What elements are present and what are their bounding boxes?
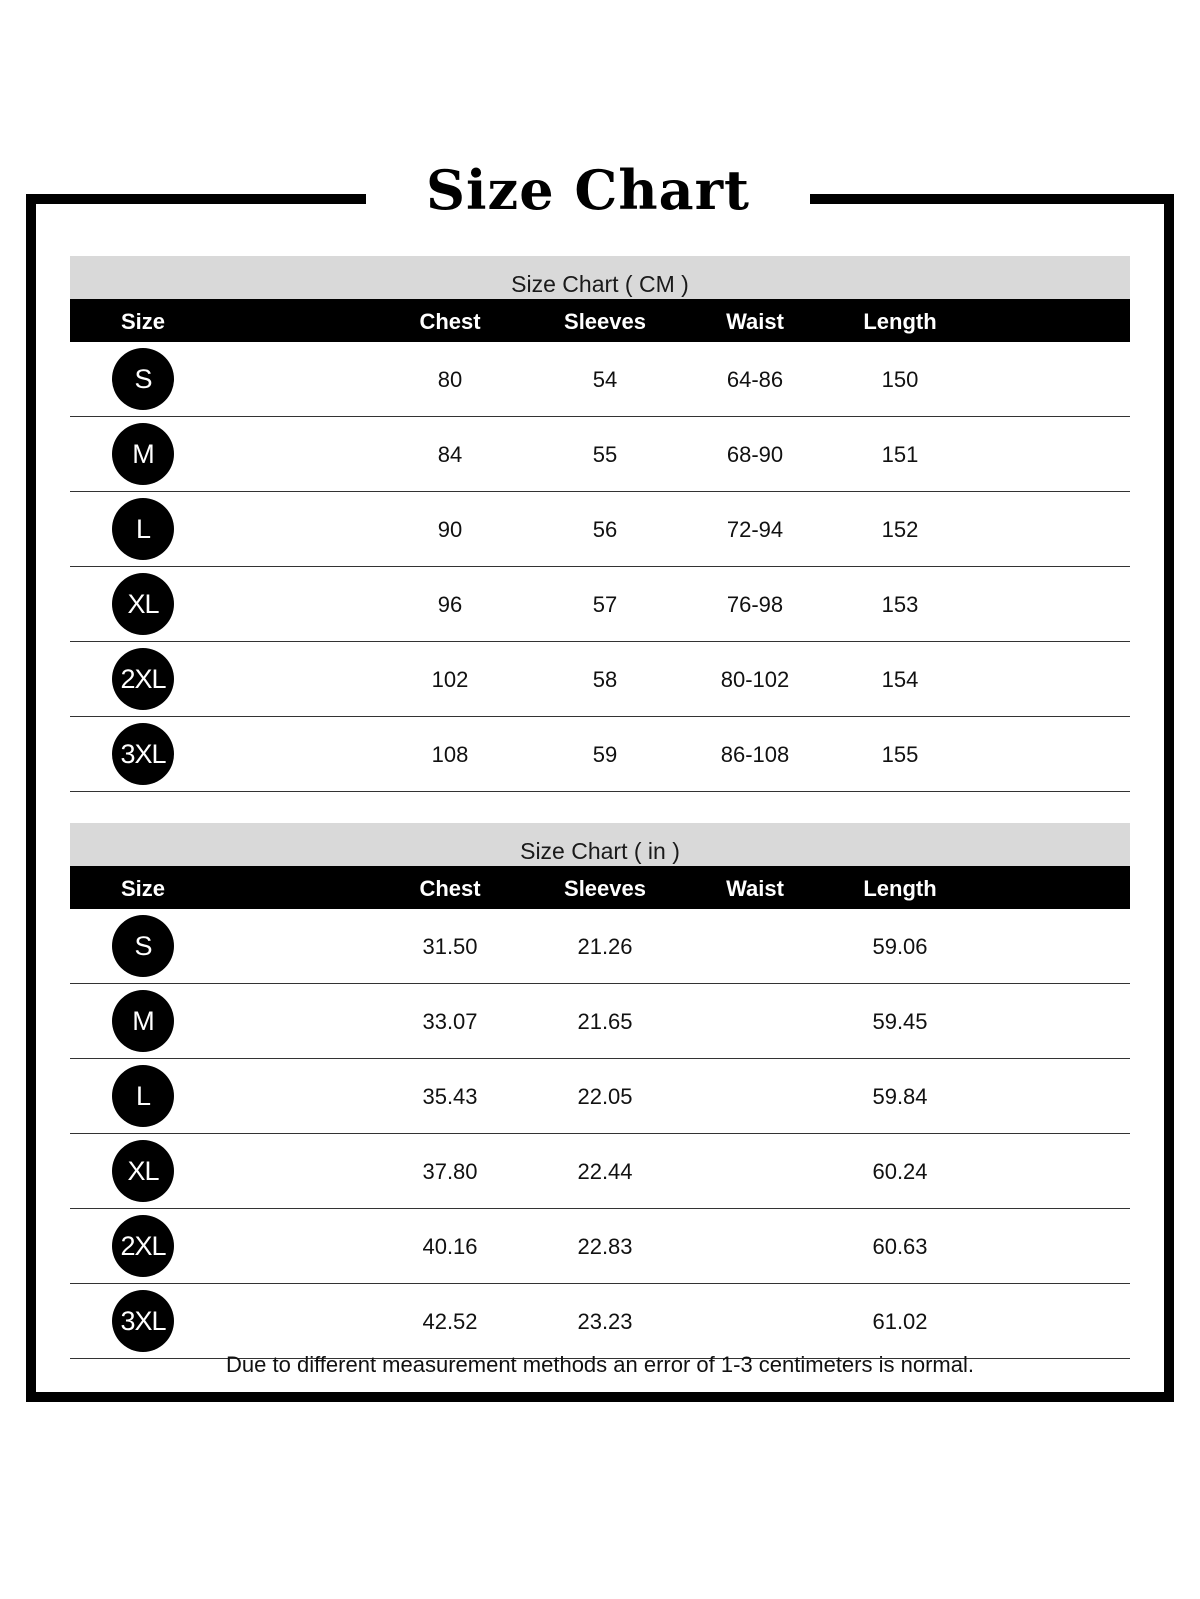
measurement-note: Due to different measurement methods an error of 1-3 centimeters is normal. bbox=[226, 1352, 974, 1377]
size-table-in bbox=[70, 823, 1130, 1359]
cell-waist: 80-102 bbox=[720, 667, 790, 692]
cell-sleeves: 59 bbox=[592, 742, 618, 767]
cell-chest: 84 bbox=[437, 442, 463, 467]
size-badge: M bbox=[112, 990, 174, 1052]
size-badge: 3XL bbox=[112, 723, 174, 785]
cell-chest: 37.80 bbox=[422, 1159, 478, 1184]
cell-chest: 33.07 bbox=[422, 1009, 478, 1034]
cell-length: 150 bbox=[881, 367, 919, 392]
size-badge: S bbox=[112, 348, 174, 410]
header-sleeves: Sleeves bbox=[564, 876, 646, 901]
cell-waist: 76-98 bbox=[726, 592, 784, 617]
table-row bbox=[70, 909, 1130, 984]
header-length: Length bbox=[863, 309, 937, 334]
table-caption: Size Chart ( CM ) bbox=[70, 256, 1130, 299]
cell-waist: 68-90 bbox=[726, 442, 784, 467]
table-row bbox=[70, 717, 1130, 792]
cell-sleeves: 56 bbox=[592, 517, 618, 542]
cell-sleeves: 22.05 bbox=[577, 1084, 633, 1109]
cell-sleeves: 22.83 bbox=[577, 1234, 633, 1259]
table-row bbox=[70, 342, 1130, 417]
cell-waist: 72-94 bbox=[726, 517, 784, 542]
size-badge: XL bbox=[112, 573, 174, 635]
table-row bbox=[70, 984, 1130, 1059]
table-row bbox=[70, 642, 1130, 717]
table-row bbox=[70, 1059, 1130, 1134]
size-badge: M bbox=[112, 423, 174, 485]
cell-length: 59.84 bbox=[872, 1084, 928, 1109]
cell-chest: 42.52 bbox=[422, 1309, 478, 1334]
size-badge: XL bbox=[112, 1140, 174, 1202]
table-row bbox=[70, 417, 1130, 492]
cell-length: 153 bbox=[881, 592, 919, 617]
cell-sleeves: 23.23 bbox=[577, 1309, 633, 1334]
table-row bbox=[70, 1134, 1130, 1209]
cell-chest: 96 bbox=[437, 592, 463, 617]
cell-chest: 90 bbox=[437, 517, 463, 542]
cell-sleeves: 22.44 bbox=[577, 1159, 633, 1184]
header-length: Length bbox=[863, 876, 937, 901]
header-chest: Chest bbox=[419, 876, 481, 901]
table-row bbox=[70, 492, 1130, 567]
header-size: Size bbox=[120, 876, 166, 901]
cell-chest: 80 bbox=[437, 367, 463, 392]
cell-sleeves: 55 bbox=[592, 442, 618, 467]
table-caption: Size Chart ( in ) bbox=[70, 823, 1130, 866]
header-waist: Waist bbox=[726, 876, 784, 901]
size-badge: 3XL bbox=[112, 1290, 174, 1352]
cell-chest: 102 bbox=[431, 667, 469, 692]
header-size: Size bbox=[120, 309, 166, 334]
cell-sleeves: 54 bbox=[592, 367, 618, 392]
header-chest: Chest bbox=[419, 309, 481, 334]
header-sleeves: Sleeves bbox=[564, 309, 646, 334]
page-title: Size Chart bbox=[426, 158, 750, 222]
cell-length: 155 bbox=[881, 742, 919, 767]
table-row bbox=[70, 1209, 1130, 1284]
cell-length: 59.45 bbox=[872, 1009, 928, 1034]
table-row bbox=[70, 567, 1130, 642]
table-row bbox=[70, 1284, 1130, 1359]
cell-waist: 64-86 bbox=[726, 367, 784, 392]
header-waist: Waist bbox=[726, 309, 784, 334]
cell-sleeves: 58 bbox=[592, 667, 618, 692]
size-table-cm bbox=[70, 256, 1130, 792]
size-badge: L bbox=[112, 498, 174, 560]
cell-length: 152 bbox=[881, 517, 919, 542]
size-badge: 2XL bbox=[112, 1215, 174, 1277]
cell-length: 60.24 bbox=[872, 1159, 928, 1184]
size-badge: L bbox=[112, 1065, 174, 1127]
cell-length: 151 bbox=[881, 442, 919, 467]
cell-length: 61.02 bbox=[872, 1309, 928, 1334]
size-badge: 2XL bbox=[112, 648, 174, 710]
cell-chest: 40.16 bbox=[422, 1234, 478, 1259]
cell-chest: 108 bbox=[431, 742, 469, 767]
cell-chest: 35.43 bbox=[422, 1084, 478, 1109]
cell-length: 59.06 bbox=[872, 934, 928, 959]
size-badge: S bbox=[112, 915, 174, 977]
cell-sleeves: 21.26 bbox=[577, 934, 633, 959]
cell-length: 154 bbox=[881, 667, 919, 692]
cell-length: 60.63 bbox=[872, 1234, 928, 1259]
table-header-row bbox=[70, 866, 1130, 909]
cell-sleeves: 57 bbox=[592, 592, 618, 617]
table-header-row bbox=[70, 299, 1130, 342]
cell-waist: 86-108 bbox=[720, 742, 790, 767]
cell-sleeves: 21.65 bbox=[577, 1009, 633, 1034]
cell-chest: 31.50 bbox=[422, 934, 478, 959]
